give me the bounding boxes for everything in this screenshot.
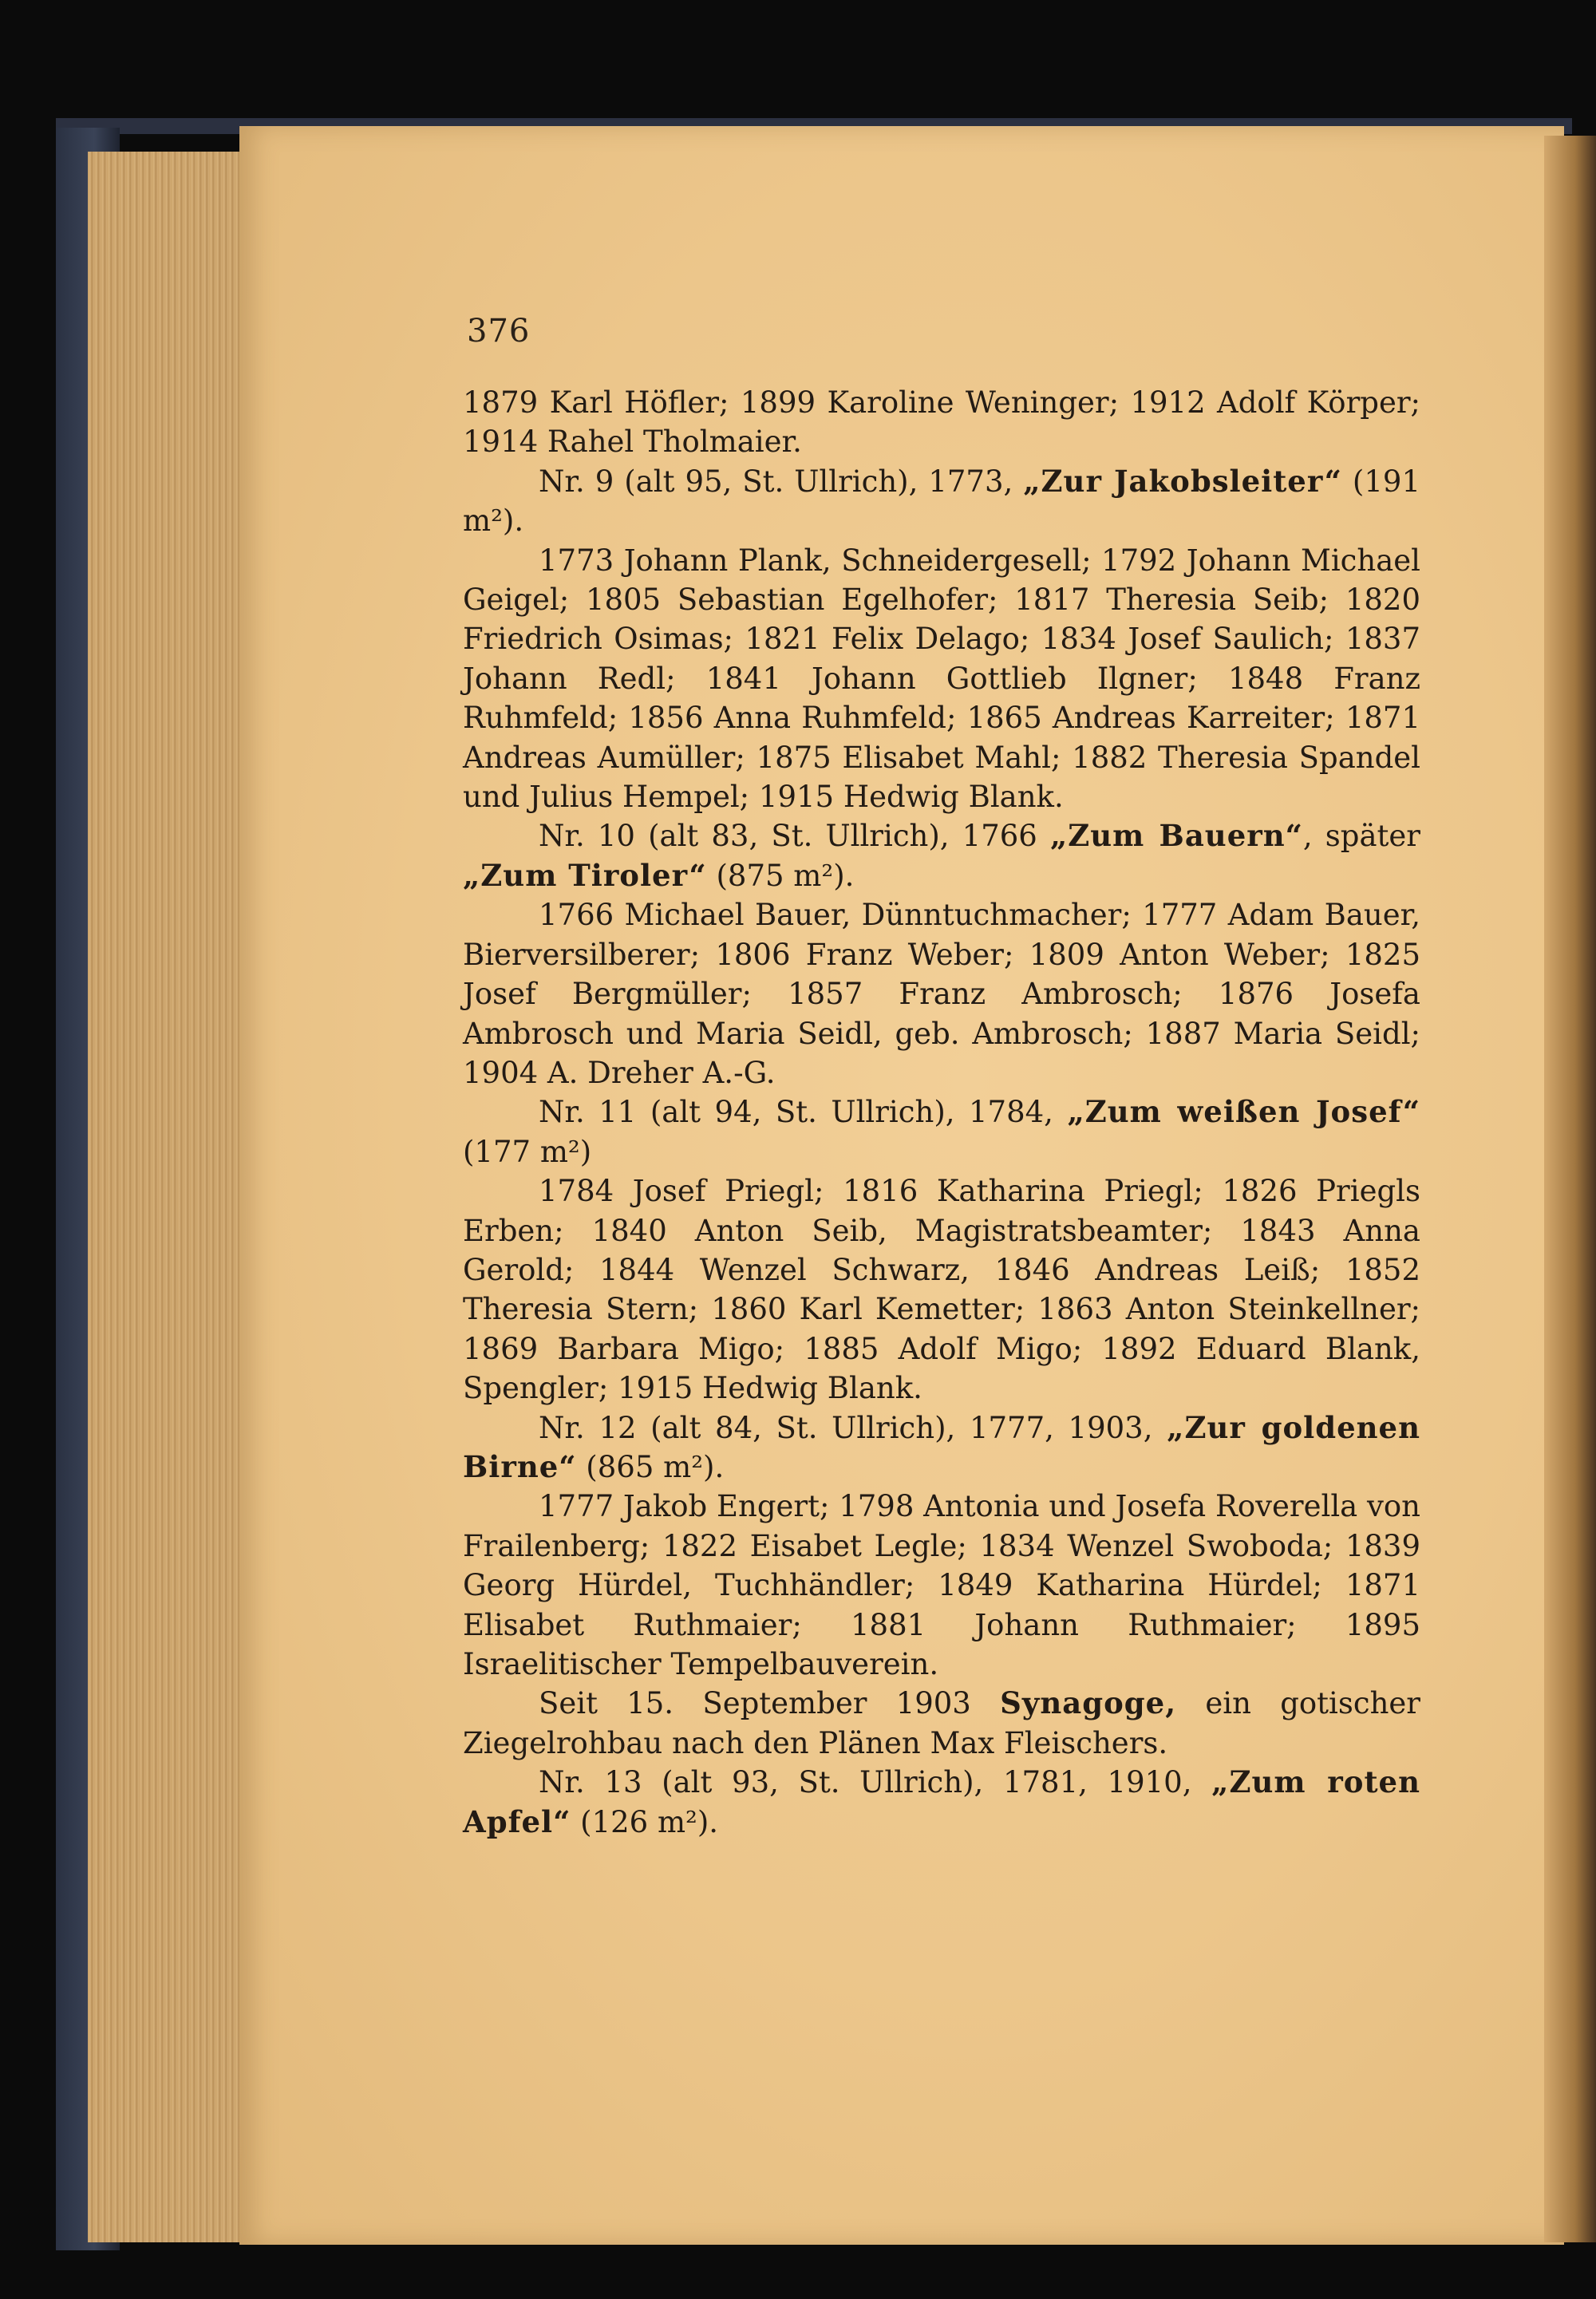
house-entry-text: Nr. 12 (alt 84, St. Ullrich), 1777, 1903, — [539, 1410, 1167, 1445]
house-name-bauern: „Zum Bauern“ — [1049, 818, 1303, 854]
paragraph-owners-nr10: 1766 Michael Bauer, Dünntuchmacher; 1777 Adam Bauer, Bierversilberer; 1806 Franz Weber; 1809 Anton Weber; 1825 Josef Bergmüller; 1857 Franz Ambrosch; 1876 Josefa Ambrosch und Maria Seidl, geb. Ambrosch; 1887 Maria Seidl; 1904 A. Dreher A.-G. — [463, 898, 1420, 1090]
house-entry-text: Nr. 11 (alt 94, St. Ullrich), 1784, — [539, 1095, 1068, 1130]
house-name-tiroler: „Zum Tiroler“ — [463, 857, 707, 893]
synagoge-date-text: Seit 15. September 1903 — [539, 1686, 1001, 1721]
paragraph-owners-intro: 1879 Karl Höfler; 1899 Karoline Weninger; 1912 Adolf Körper; 1914 Rahel Tholmaier. — [463, 385, 1420, 460]
paragraph-house-nr11 — [463, 1092, 1420, 1171]
paragraph-house-nr9 — [463, 462, 1420, 541]
house-entry-text: Nr. 10 (alt 83, St. Ullrich), 1766 — [539, 819, 1050, 854]
page-body-text — [463, 383, 1420, 1842]
paragraph-owners-nr9: 1773 Johann Plank, Schneidergesell; 1792 Johann Michael Geigel; 1805 Sebastian Egelhofer; 1817 Theresia Seib; 1820 Friedrich Osimas; 1821 Felix Delago; 1834 Josef Saulich; 1837 Johann Redl; 1841 Johann Gottlieb Ilgner; 1848 Franz Ruhmfeld; 1856 Anna Ruhmfeld; 1865 Andreas Karreiter; 1871 Andreas Aumüller; 1875 Elisabet Mahl; 1882 Theresia Spandel und Julius Hempel; 1915 Hedwig Blank. — [463, 543, 1420, 815]
page-right-edge — [1544, 136, 1596, 2242]
paragraph-house-nr10 — [463, 816, 1420, 895]
house-name-weissen-josef: „Zum weißen Josef“ — [1067, 1094, 1420, 1130]
house-area-text: (875 m²). — [706, 858, 855, 893]
synagoge-description: ein gotischer Ziegelrohbau nach den Plänen Max Fleischers. — [463, 1686, 1420, 1760]
paragraph-synagoge — [463, 1684, 1420, 1763]
paragraph-house-nr13 — [463, 1763, 1420, 1842]
house-entry-text: Nr. 13 (alt 93, St. Ullrich), 1781, 1910, — [539, 1765, 1212, 1800]
synagoge-label: Synagoge, — [1000, 1685, 1177, 1721]
house-name-jakobsleiter: „Zur Jakobsleiter“ — [1023, 463, 1342, 499]
paragraph-owners-nr12: 1777 Jakob Engert; 1798 Antonia und Josefa Roverella von Frailenberg; 1822 Eisabet Legle; 1834 Wenzel Swoboda; 1839 Georg Hürdel, Tuchhändler; 1849 Katharina Hürdel; 1871 Elisabet Ruthmaier; 1881 Johann Ruthmaier; 1895 Israelitischer Tempelbauverein. — [463, 1489, 1420, 1681]
house-area-text: (865 m²). — [576, 1449, 725, 1484]
paragraph-house-nr12 — [463, 1408, 1420, 1487]
house-name-roten-apfel: „Zum roten Apfel“ — [463, 1764, 1420, 1839]
house-area-text: (177 m²) — [463, 1134, 592, 1169]
page-number: 376 — [467, 313, 531, 350]
house-entry-text: Nr. 9 (alt 95, St. Ullrich), 1773, — [539, 464, 1024, 499]
house-name-goldenen-birne: „Zur goldenen Birne“ — [463, 1409, 1420, 1484]
house-area-text: (126 m²). — [571, 1804, 719, 1839]
house-entry-text: , später — [1302, 819, 1420, 854]
house-area-text: (191 m²). — [463, 464, 1420, 539]
paragraph-owners-nr11: 1784 Josef Priegl; 1816 Katharina Priegl; 1826 Priegls Erben; 1840 Anton Seib, Magistratsbeamter; 1843 Anna Gerold; 1844 Wenzel Schwarz, 1846 Andreas Leiß; 1852 Theresia Stern; 1860 Karl Kemetter; 1863 Anton Steinkellner; 1869 Barbara Migo; 1885 Adolf Migo; 1892 Eduard Blank, Spengler; 1915 Hedwig Blank. — [463, 1174, 1420, 1406]
